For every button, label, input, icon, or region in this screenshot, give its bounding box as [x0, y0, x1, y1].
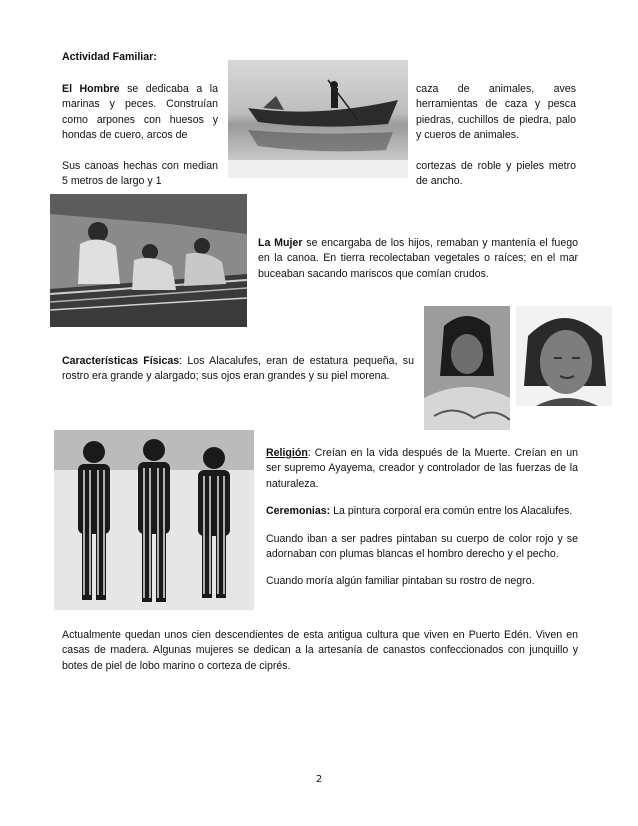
page-number: 2	[315, 774, 323, 785]
painted-men-photo	[54, 430, 254, 610]
elder-portrait-photo	[516, 306, 612, 406]
ceremonias-paragraph-2: Cuando iban a ser padres pintaban su cuerpo de color rojo y se adornaban con plumas blancas el hombro derecho y el pecho.	[266, 532, 578, 561]
canoe-photo	[228, 60, 408, 178]
hombre-left-1: se dedicaba a la marinas y peces. Construían como arpones con huesos y hondas de cuero, arcos de	[62, 83, 218, 142]
ceremonias-label: Ceremonias:	[266, 505, 331, 518]
ceremonias-paragraph-3: Cuando moría algún familiar pintaban su rostro de negro.	[266, 575, 535, 588]
hombre-right-2: cortezas de roble y pieles metro de ancho.	[416, 159, 576, 188]
women-canoe-photo	[50, 194, 247, 327]
young-portrait-photo	[424, 306, 510, 430]
fisicas-body: : Los Alacalufes, eran de estatura pequeña, su rostro era grande y alargado; sus ojos eran grandes y su piel morena.	[62, 355, 414, 383]
fisicas-label: Características Físicas	[62, 355, 180, 367]
actualidad-text: Actualmente quedan unos cien descendientes de esta antigua cultura que viven en Puerto Edén. Viven en casas de madera. Algunas mujeres se dedican a la artesanía de canastos confeccionados con junquillo y botes de piel de lobo marino o corteza de ciprés.	[62, 629, 578, 672]
section-heading: Actividad Familiar:	[62, 51, 157, 63]
mujer-body: se encargaba de los hijos, remaban y mantenía el fuego en la canoa. En tierra recolectaban vegetales o raíces; en el mar buceaban sacando mariscos que comían crudos.	[258, 237, 578, 280]
hombre-left-2: Sus canoas hechas con median 5 metros de largo y 1	[62, 159, 218, 188]
mujer-text	[258, 236, 578, 282]
hombre-right-1: caza de animales, aves herramientas de caza y pesca piedras, cuchillos de piedra, palo y cueros de animales.	[416, 83, 576, 142]
religion-body: : Creían en la vida después de la Muerte. Creían en un ser supremo Ayayema, creador y controlador de las fuerzas de la naturaleza.	[266, 447, 578, 490]
fisicas-text	[62, 354, 414, 385]
religion-label: Religión	[266, 447, 308, 459]
ceremonias-body: La pintura corporal era común entre los Alacalufes.	[333, 505, 573, 518]
hombre-text-left	[62, 82, 218, 189]
hombre-text-right	[416, 82, 576, 189]
hombre-label: El Hombre	[62, 83, 120, 95]
mujer-label: La Mujer	[258, 237, 303, 249]
religion-text	[266, 446, 578, 590]
